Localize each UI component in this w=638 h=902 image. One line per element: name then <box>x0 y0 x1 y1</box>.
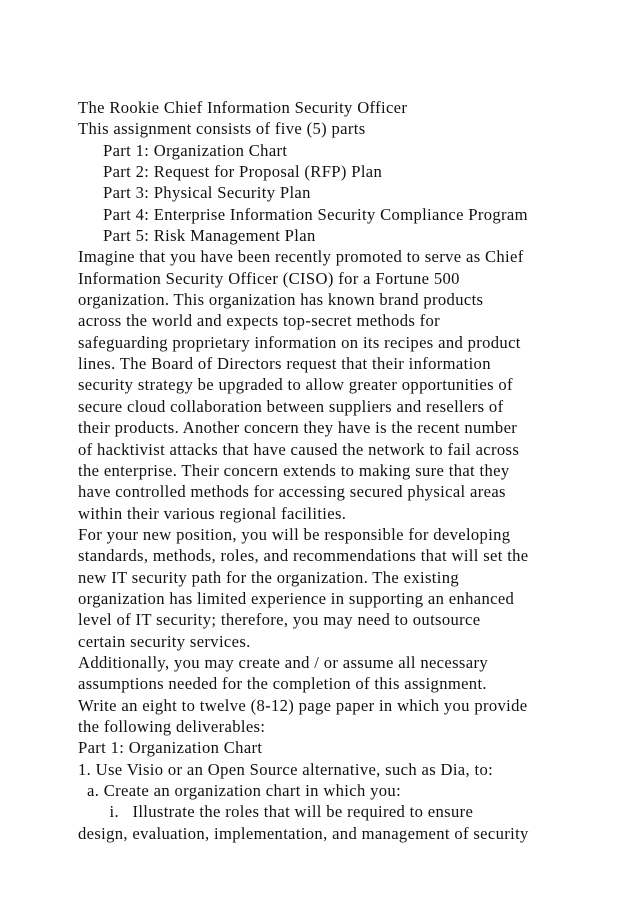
scenario-paragraph-line: secure cloud collaboration between suppliers and resellers of <box>78 396 504 416</box>
scenario-paragraph-line: safeguarding proprietary information on its recipes and product <box>78 332 521 352</box>
scenario-paragraph-line: security strategy be upgraded to allow greater opportunities of <box>78 375 513 395</box>
scenario-paragraph-line: Imagine that you have been recently promoted to serve as Chief <box>78 247 524 267</box>
scenario-paragraph-line: lines. The Board of Directors request that their information <box>78 354 491 374</box>
assumptions-paragraph-line: assumptions needed for the completion of this assignment. <box>78 674 487 694</box>
scenario-paragraph-line: their products. Another concern they have is the recent number <box>78 418 518 438</box>
responsibility-paragraph-line: new IT security path for the organization. The existing <box>78 567 459 587</box>
part-list-item: Part 5: Risk Management Plan <box>103 226 316 246</box>
responsibility-paragraph-line: organization has limited experience in supporting an enhanced <box>78 588 515 608</box>
scenario-paragraph-line: within their various regional facilities. <box>78 503 347 523</box>
responsibility-paragraph-line: standards, methods, roles, and recommendations that will set the <box>78 546 529 566</box>
part-list-item: Part 1: Organization Chart <box>103 140 288 160</box>
responsibility-paragraph-line: certain security services. <box>78 631 251 651</box>
assignment-intro: This assignment consists of five (5) parts <box>78 119 366 139</box>
assumptions-paragraph-line: Additionally, you may create and / or assume all necessary <box>78 652 488 672</box>
section-heading: Part 1: Organization Chart <box>78 738 263 758</box>
scenario-paragraph-line: the enterprise. Their concern extends to making sure that they <box>78 460 510 480</box>
part-list-item: Part 3: Physical Security Plan <box>103 183 311 203</box>
scenario-paragraph-line: across the world and expects top-secret methods for <box>78 311 441 331</box>
deliverables-paragraph-line: Write an eight to twelve (8-12) page paper in which you provide <box>78 695 528 715</box>
responsibility-paragraph-line: For your new position, you will be responsible for developing <box>78 524 511 544</box>
numbered-item: 1. Use Visio or an Open Source alternative, such as Dia, to: <box>78 759 494 779</box>
deliverables-paragraph-line: the following deliverables: <box>78 716 266 736</box>
document-body <box>78 97 618 844</box>
scenario-paragraph-line: of hacktivist attacks that have caused the network to fail across <box>78 439 520 459</box>
roman-item: i. Illustrate the roles that will be required to ensure <box>78 802 474 822</box>
lettered-item: a. Create an organization chart in which you: <box>87 781 402 800</box>
responsibility-paragraph-line: level of IT security; therefore, you may need to outsource <box>78 610 481 630</box>
part-list-item: Part 2: Request for Proposal (RFP) Plan <box>103 162 383 182</box>
scenario-paragraph-line: have controlled methods for accessing secured physical areas <box>78 482 506 502</box>
roman-item-continuation: design, evaluation, implementation, and management of security <box>78 823 529 843</box>
scenario-paragraph-line: Information Security Officer (CISO) for a Fortune 500 <box>78 268 460 288</box>
scenario-paragraph-line: organization. This organization has known brand products <box>78 290 484 310</box>
document-title: The Rookie Chief Information Security Officer <box>78 98 408 117</box>
part-list-item: Part 4: Enterprise Information Security Compliance Program <box>103 204 528 224</box>
